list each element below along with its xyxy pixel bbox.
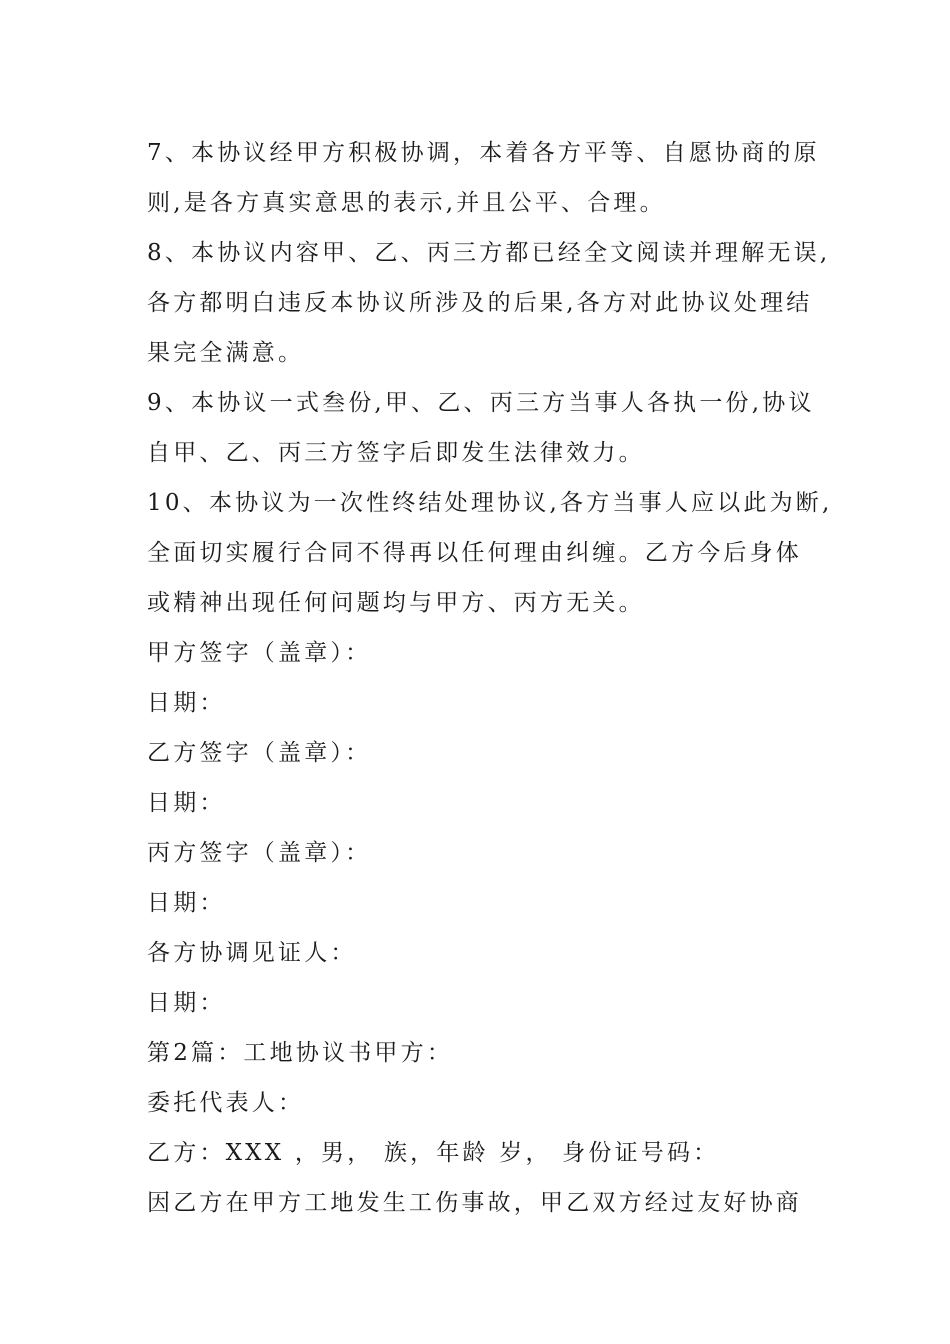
clause-7-line-2: 则,是各方真实意思的表示,并且公平、合理。 bbox=[147, 190, 666, 216]
witness-label: 各方协调见证人： bbox=[147, 940, 357, 966]
party-a-date-label: 日期： bbox=[147, 690, 226, 716]
incident-paragraph-line: 因乙方在甲方工地发生工伤事故，甲乙双方经过友好协商 bbox=[147, 1190, 802, 1216]
clause-8-line-1: 8、本协议内容甲、乙、丙三方都已经全文阅读并理解无误, bbox=[147, 240, 831, 266]
witness-date-label: 日期： bbox=[147, 990, 226, 1016]
party-c-date-label: 日期： bbox=[147, 890, 226, 916]
party-b-signature-label: 乙方签字（盖章）： bbox=[147, 740, 372, 766]
entrusted-representative-label: 委托代表人： bbox=[147, 1090, 305, 1116]
party-c-signature-label: 丙方签字（盖章）： bbox=[147, 840, 372, 866]
clause-10-line-1: 10、本协议为一次性终结处理协议,各方当事人应以此为断, bbox=[147, 490, 833, 516]
clause-9-line-1: 9、本协议一式叁份,甲、乙、丙三方当事人各执一份,协议 bbox=[147, 390, 815, 416]
clause-8-line-3: 果完全满意。 bbox=[147, 340, 305, 366]
party-b-info-line: 乙方：XXX ，男， 族，年龄 岁， 身份证号码： bbox=[147, 1140, 720, 1166]
party-a-signature-label: 甲方签字（盖章）： bbox=[147, 640, 372, 666]
clause-10-line-3: 或精神出现任何问题均与甲方、丙方无关。 bbox=[147, 590, 645, 616]
party-b-date-label: 日期： bbox=[147, 790, 226, 816]
clause-7-line-1: 7、本协议经甲方积极协调，本着各方平等、自愿协商的原 bbox=[147, 140, 820, 166]
document-body bbox=[147, 128, 833, 1228]
clause-10-line-2: 全面切实履行合同不得再以任何理由纠缠。乙方今后身体 bbox=[147, 540, 802, 566]
clause-8-line-2: 各方都明白违反本协议所涉及的后果,各方对此协议处理结 bbox=[147, 290, 813, 316]
section-2-heading: 第2篇：工地协议书甲方： bbox=[147, 1040, 454, 1066]
clause-9-line-2: 自甲、乙、丙三方签字后即发生法律效力。 bbox=[147, 440, 645, 466]
